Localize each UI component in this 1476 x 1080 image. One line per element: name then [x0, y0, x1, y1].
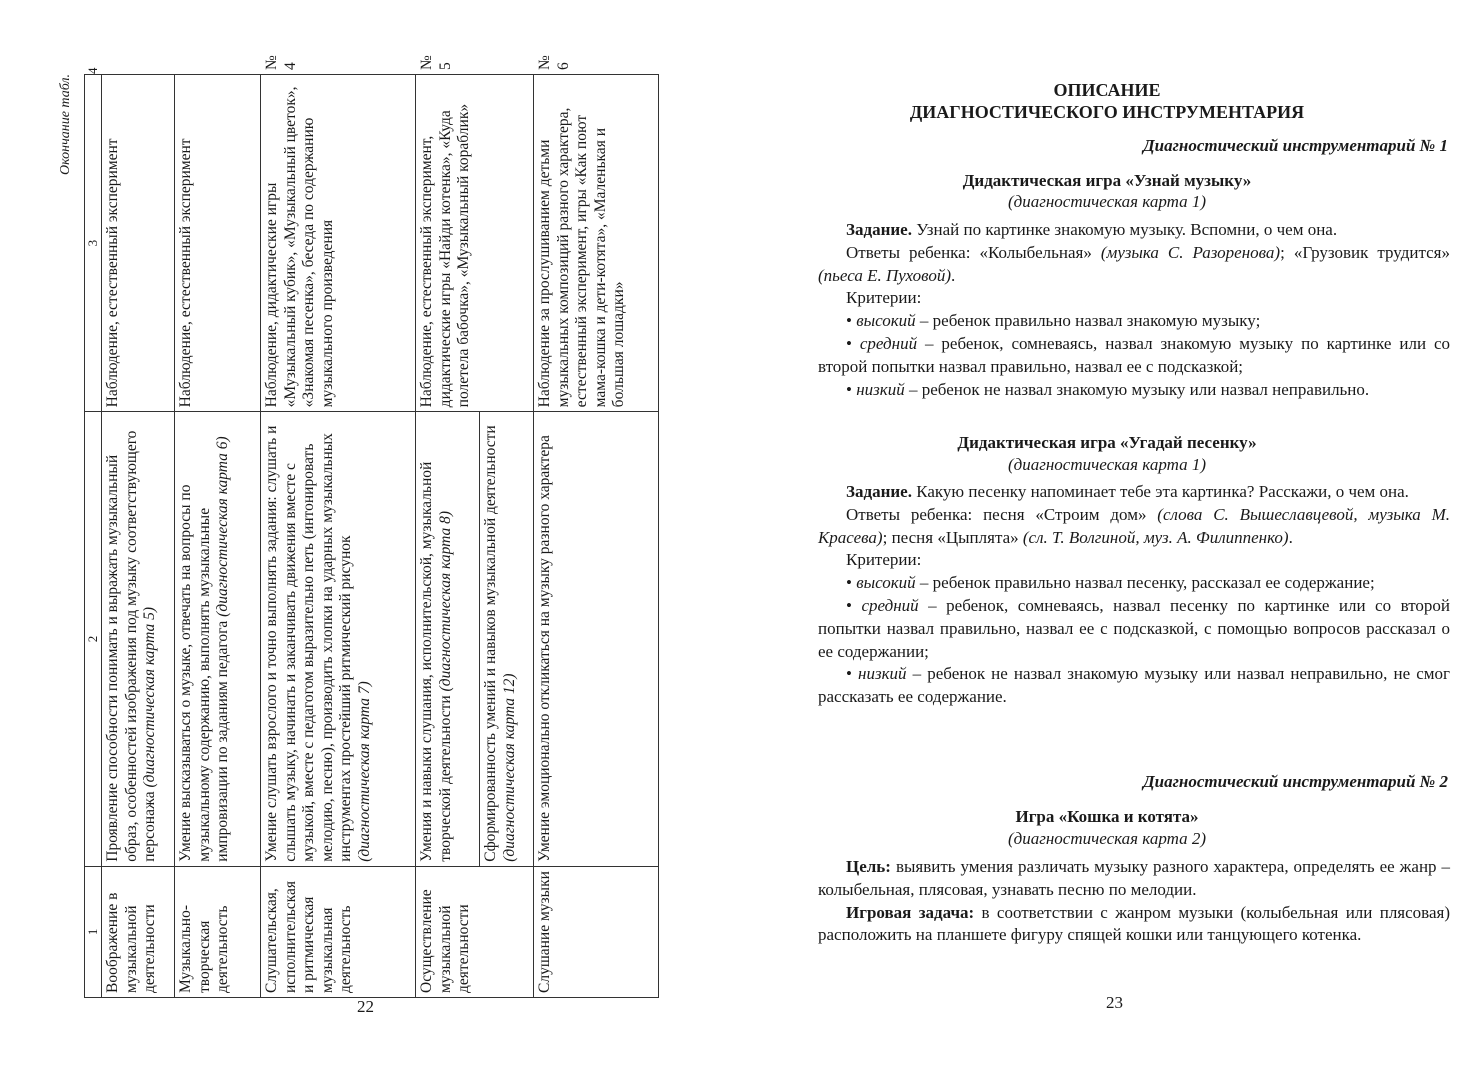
table-header-row: 1 2 3 4	[85, 75, 102, 998]
game2-text: Задание. Какую песенку напоминает тебе эта картинка? Расскажи, о чем она. Ответы ребенка: песня «Строим дом» (слова С. Вышеславцевой, музыка М. Красева); песня «Цыплята» (сл. Т. Волгиной, муз. А. Филиппенко). Критерии: • высокий – ребенок правильно назвал песенку, рассказал ее содержание; • средний – ребенок, сомневаясь, назвал песенку по картинке или со второй попытки назвал правильно, назвал ее с подсказкой, с помощью вопросов рассказал о ее содержании; • низкий – ребенок не назвал знакомую музыку или назвал неправильно, не смог рассказать ее содержание.	[818, 482, 1450, 707]
area-cell: Осуществление музыкальной деятельности	[416, 866, 534, 997]
skill-cell: Умение эмоционально откликаться на музыку разного характера	[534, 412, 659, 866]
area-cell: Воображение в музыкальной деятельности	[102, 866, 175, 997]
game-title: Дидактическая игра «Угадай песенку»	[957, 433, 1257, 452]
section-heading: Диагностический инструментарий № 2	[1143, 772, 1448, 791]
table-row: Слушательская, исполнительская и ритмическая музыкальная деятельность Умение слушать взрослого и точно выполнять задания: слушать и слышать музыку, начинать и заканчивать движения вместе с музыкой, вместе с педагогом выразительно петь (интонировать мелодию, песню), производить хлопки на ударных музыкальных инструментах простейший ритмический рисунок (диагностическая карта 7) Наблюдение, дидактические игры «Музыкальный кубик», «Музыкальный цветок», «Знакомая песенка», беседа по содержанию музыкального произведения № 4	[261, 75, 416, 998]
area-cell: Слушание музыки	[534, 866, 659, 997]
continuation-label: Окончание табл.	[58, 74, 73, 175]
skill-cell: Умение слушать взрослого и точно выполнять задания: слушать и слышать музыку, начинать и заканчивать движения вместе с музыкой, вместе с педагогом выразительно петь (интонировать мелодию, песню), производить хлопки на ударных музыкальных инструментах простейший ритмический рисунок (диагностическая карта 7)	[261, 412, 416, 866]
table-row	[175, 75, 261, 998]
area-cell: Слушательская, исполнительская и ритмическая музыкальная деятельность	[261, 866, 416, 997]
game-title: Дидактическая игра «Узнай музыку»	[962, 171, 1252, 190]
page-title: ОПИСАНИЕ	[1053, 80, 1161, 100]
right-page	[738, 0, 1476, 1080]
method-cell: Наблюдение, естественный эксперимент, дидактические игры «Найди котенка», «Куда полетела бабочка», «Музыкальный кораблик»	[416, 75, 534, 412]
page-title: ДИАГНОСТИЧЕСКОГО ИНСТРУМЕНТАРИЯ	[909, 102, 1305, 122]
page-number: 22	[357, 997, 374, 1016]
table-row	[102, 75, 175, 998]
page-number: 23	[1106, 993, 1123, 1012]
skill-cell: Умение высказываться о музыке, отвечать на вопросы по музыкальному содержанию, выполнять музыкальные импровизации по заданиям педагога (диагностическая карта 6)	[175, 412, 261, 866]
game1-text: Задание. Узнай по картинке знакомую музыку. Вспомни, о чем она. Ответы ребенка: «Колыбельная» (музыка С. Разоренова); «Грузовик трудится» (пьеса Е. Пуховой). Критерии: • высокий – ребенок правильно назвал знакомую музыку; • средний – ребенок, сомневаясь, назвал знакомую музыку по картинке или со второй попытки назвал правильно, назвал ее с подсказкой; • низкий – ребенок не назвал знакомую музыку или назвал неправильно.	[818, 220, 1450, 399]
method-cell: Наблюдение, дидактические игры «Музыкальный кубик», «Музыкальный цветок», «Знакомая песенка», беседа по содержанию музыкального произведения	[261, 75, 416, 412]
col-number: 3	[85, 75, 102, 412]
table-row: Слушание музыки Умение эмоционально откликаться на музыку разного характера Наблюдение за прослушиванием детьми музыкальных композиций разного характера, естественный эксперимент, игры «Как поют мама-кошка и дети-котята», «Маленькая и большая лошадки» № 6	[534, 75, 659, 998]
col-number: 2	[85, 412, 102, 866]
card-ref: (диагностическая карта 2)	[1007, 829, 1206, 848]
table-row: Осуществление музыкальной деятельности Умения и навыки слушания, исполнительской, музыкальной творческой деятельности (диагностическая карта 8) Наблюдение, естественный эксперимент, дидактические игры «Найди котенка», «Куда полетела бабочка», «Музыкальный кораблик» № 5	[416, 75, 480, 998]
rotated-table-block	[58, 55, 659, 998]
card-ref: (диагностическая карта 1)	[1007, 192, 1206, 211]
method-cell: Наблюдение, естественный эксперимент	[175, 75, 261, 412]
skill-cell: Проявление способности понимать и выражать музыкальный образ, особенностей изображения под музыку соответствующего персонажа (диагностическая карта 5)	[102, 412, 175, 866]
area-cell: Музыкально-творческая деятельность	[175, 866, 261, 997]
col-number: 1	[85, 866, 102, 997]
game-title: Игра «Кошка и котята»	[1015, 807, 1199, 826]
method-cell: Наблюдение за прослушиванием детьми музыкальных композиций разного характера, естественный эксперимент, игры «Как поют мама-кошка и дети-котята», «Маленькая и большая лошадки»	[534, 75, 659, 412]
game3-text: Цель: выявить умения различать музыку разного характера, определять ее жанр – колыбельная, плясовая, узнавать песню по мелодии. Игровая задача: в соответствии с жанром музыки (колыбельная или плясовая) расположить на планшете фигуру спящей кошки или танцующего котенка.	[818, 857, 1451, 945]
skill-cell: Умения и навыки слушания, исполнительской, музыкальной творческой деятельности (диагностическая карта 8)	[416, 412, 480, 866]
skill-cell: Сформированность умений и навыков музыкальной деятельности (диагностическая карта 12)	[480, 412, 534, 866]
method-cell: Наблюдение, естественный эксперимент	[102, 75, 175, 412]
diagnostics-table	[84, 55, 659, 998]
card-ref: (диагностическая карта 1)	[1007, 455, 1206, 474]
section-heading: Диагностический инструментарий № 1	[1143, 136, 1448, 155]
